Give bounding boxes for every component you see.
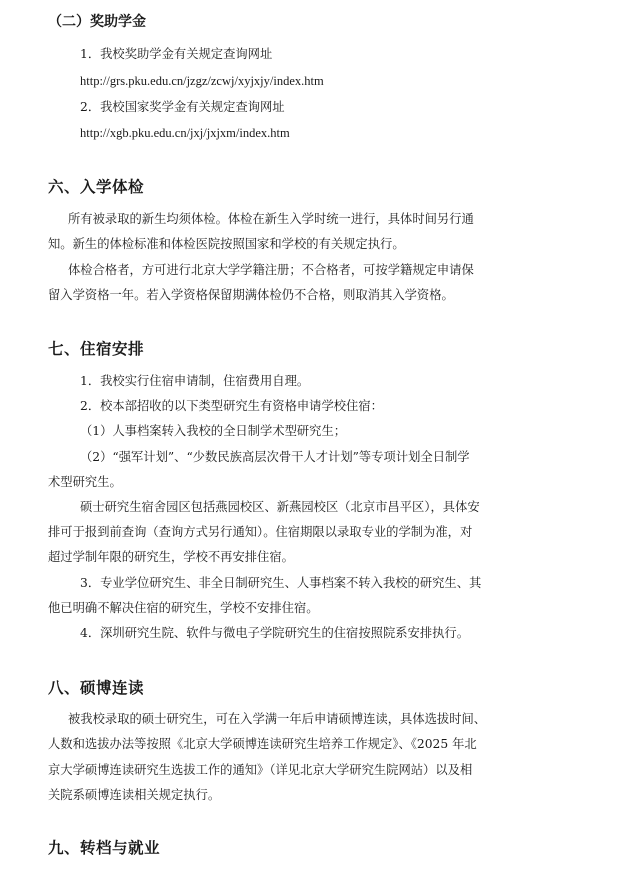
scholarship-item-1: 1．我校奖助学金有关规定查询网址	[80, 47, 273, 61]
section-7-line: 2．校本部招收的以下类型研究生有资格申请学校住宿：	[80, 399, 383, 413]
section-6-line: 留入学资格一年。若入学资格保留期满体检仍不合格，则取消其入学资格。	[48, 288, 454, 302]
section-6-line: 体检合格者，方可进行北京大学学籍注册；不合格者，可按学籍规定申请保	[68, 263, 474, 277]
scholarship-url-2: http://xgb.pku.edu.cn/jxj/jxjxm/index.htm	[80, 126, 290, 140]
section-7-line: （2）“强军计划”、“少数民族高层次骨干人才计划”等专项计划全日制学	[80, 450, 470, 464]
scholarship-url-1: http://grs.pku.edu.cn/jzgz/zcwj/xyjxjy/index.htm	[80, 74, 324, 88]
section-7-line: 排可于报到前查询（查询方式另行通知）。住宿期限以录取专业的学制为准，对	[48, 525, 473, 539]
section-7-line: 硕士研究生宿舍园区包括燕园校区、新燕园校区（北京市昌平区），具体安	[80, 500, 480, 514]
section-8-heading: 八、硕博连读	[48, 679, 145, 697]
section-8-line: 关院系硕博连读相关规定执行。	[48, 788, 221, 802]
section-6-line: 知。新生的体检标准和体检医院按照国家和学校的有关规定执行。	[48, 237, 405, 251]
section-7-line: 3．专业学位研究生、非全日制研究生、人事档案不转入我校的研究生、其	[80, 576, 482, 590]
section-7-line: 术型研究生。	[48, 475, 122, 489]
section-8-line: 京大学硕博连读研究生选拔工作的通知》（详见北京大学研究生院网站）以及相	[48, 763, 473, 777]
section-6-heading: 六、入学体检	[48, 178, 145, 196]
section-7-line: 超过学制年限的研究生，学校不再安排住宿。	[48, 550, 294, 564]
section-8-line: 人数和选拔办法等按照《北京大学硕博连读研究生培养工作规定》、《2025 年北	[48, 737, 477, 751]
section-7-line: 他已明确不解决住宿的研究生，学校不安排住宿。	[48, 601, 319, 615]
section-7-line: 1．我校实行住宿申请制，住宿费用自理。	[80, 374, 310, 388]
scholarship-heading: （二）奖助学金	[48, 14, 146, 30]
section-8-line: 被我校录取的硕士研究生，可在入学满一年后申请硕博连读，具体选拔时间、	[68, 712, 487, 726]
section-7-heading: 七、住宿安排	[48, 340, 145, 358]
section-6-line: 所有被录取的新生均须体检。体检在新生入学时统一进行，具体时间另行通	[68, 212, 474, 226]
section-9-heading: 九、转档与就业	[48, 839, 161, 857]
section-7-line: 4．深圳研究生院、软件与微电子学院研究生的住宿按照院系安排执行。	[80, 626, 470, 640]
scholarship-item-2: 2．我校国家奖学金有关规定查询网址	[80, 100, 285, 114]
section-7-line: （1）人事档案转入我校的全日制学术型研究生；	[80, 424, 347, 438]
